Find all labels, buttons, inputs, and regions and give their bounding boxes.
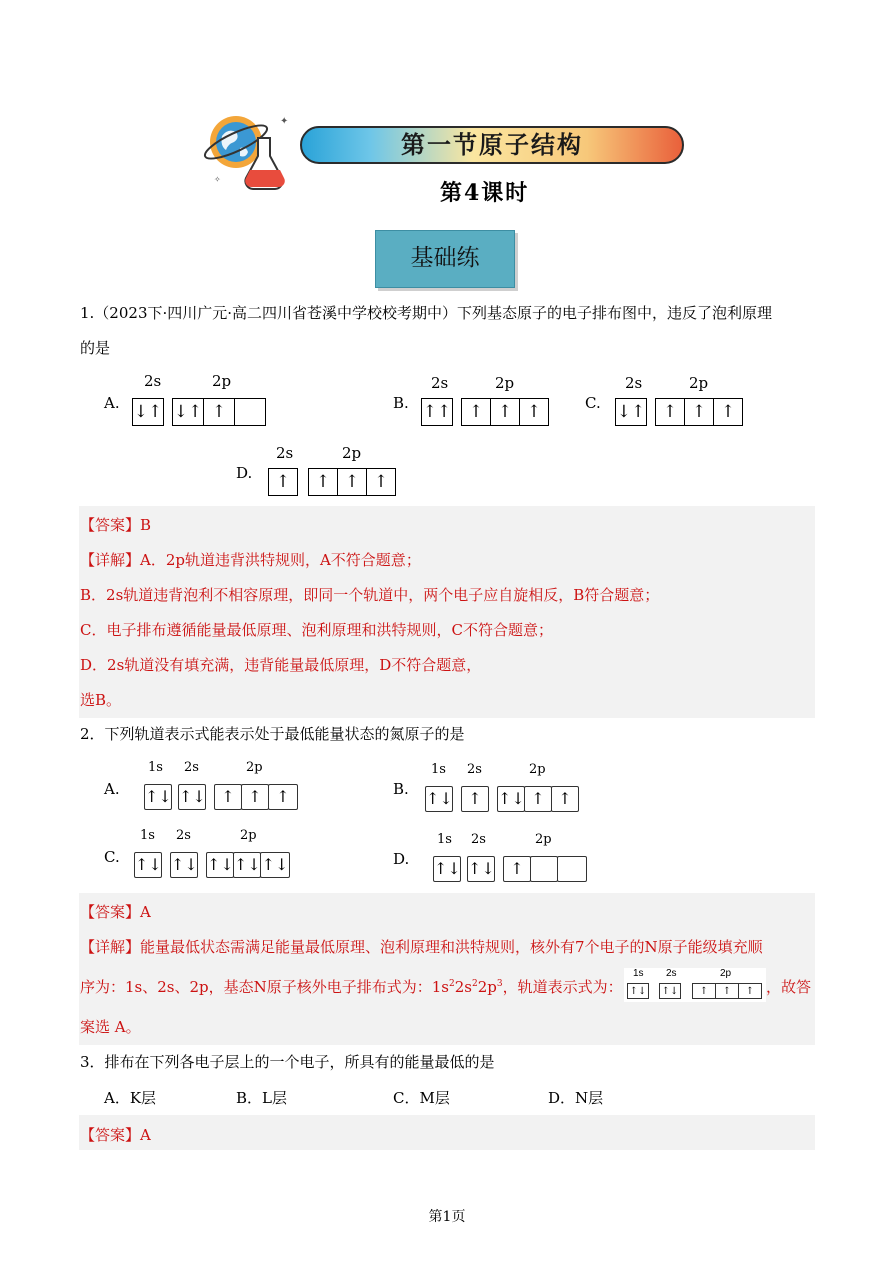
page-number: 第1页 [428, 1209, 466, 1225]
q3-answer-block [79, 1115, 815, 1150]
orbital-box: ↑ [738, 983, 762, 999]
orbital-box: ↑ [551, 786, 579, 812]
orbital-box: ↑↓ [425, 786, 453, 812]
q1-option-c [585, 374, 755, 434]
inline-orbital-diagram [624, 968, 766, 1002]
orbital-label: 1s [437, 832, 452, 847]
q1-stem-line2: 的是 [80, 339, 111, 357]
orbital-box: ↑ [268, 784, 298, 810]
orbital-label: 1s [633, 968, 644, 979]
orbital-box: ↓↑ [132, 398, 164, 426]
orbital-box [234, 398, 266, 426]
q2-detail-line: 案选 A。 [80, 1018, 141, 1036]
q2-detail-line2: 序为：1s、2s、2p，基态N原子核外电子排布式为：$1s^22s^22p^3$，轨道表示式为： [80, 978, 623, 996]
option-label: D. [236, 464, 253, 482]
orbital-box: ↑↓ [233, 852, 261, 878]
orbital-box: ↑ [366, 468, 396, 496]
orbital-box: ↓↑ [172, 398, 204, 426]
q1-detail-line: D．2s轨道没有填充满，违背能量最低原理，D不符合题意， [80, 656, 482, 674]
orbital-box: ↑ [692, 983, 716, 999]
orbital-label: 2p [689, 374, 709, 392]
orbital-box: ↑ [241, 784, 269, 810]
orbital-box: ↑↓ [178, 784, 206, 810]
orbital-label: 2s [625, 374, 643, 392]
orbital-label: 1s [140, 828, 155, 843]
q3-stem: 3．排布在下列各电子层上的一个电子，所具有的能量最低的是 [80, 1053, 495, 1071]
q3-option-b: B．L层 [236, 1089, 287, 1107]
orbital-box: ↑ [308, 468, 338, 496]
lesson-subtitle: 第4课时 [440, 180, 530, 206]
q1-option-a [104, 372, 274, 432]
q1-detail-line: B．2s轨道违背泡利不相容原理，即同一个轨道中，两个电子应自旋相反，B符合题意； [80, 586, 660, 604]
option-label: D. [393, 850, 410, 868]
q2-option-d [393, 830, 613, 886]
orbital-label: 2p [529, 762, 546, 777]
q1-option-d [236, 444, 406, 504]
orbital-box: ↑ [503, 856, 531, 882]
orbital-box: ↑ [461, 786, 489, 812]
orbital-box [557, 856, 587, 882]
option-label: A. [104, 394, 120, 412]
orbital-box: ↑↓ [659, 983, 681, 999]
orbital-label: 2p [535, 832, 552, 847]
orbital-box: ↓↑ [615, 398, 647, 426]
q1-stem-line1: 1.（2023下·四川广元·高二四川省苍溪中学校校考期中）下列基态原子的电子排布图中，违反了泡利原理 [80, 304, 773, 322]
orbital-label: 2s [431, 374, 449, 392]
orbital-label: 2p [240, 828, 257, 843]
svg-text:✧: ✧ [214, 175, 221, 184]
orbital-box: ↑↓ [260, 852, 290, 878]
orbital-box: ↑ [655, 398, 685, 426]
orbital-box: ↑↓ [627, 983, 649, 999]
orbital-label: 1s [148, 760, 163, 775]
orbital-box: ↑ [203, 398, 235, 426]
orbital-label: 2p [720, 968, 732, 979]
q2-option-a [104, 760, 324, 816]
q2-stem: 2．下列轨道表示式能表示处于最低能量状态的氮原子的是 [80, 725, 465, 743]
orbital-label: 2s [467, 762, 482, 777]
orbital-box: ↑↓ [134, 852, 162, 878]
orbital-box: ↑ [268, 468, 298, 496]
q1-detail-line: C．电子排布遵循能量最低原理、泡利原理和洪特规则，C不符合题意； [80, 621, 553, 639]
orbital-box: ↑↓ [206, 852, 234, 878]
orbital-box: ↑↓ [497, 786, 525, 812]
orbital-label: 1s [431, 762, 446, 777]
orbital-box: ↑ [214, 784, 242, 810]
orbital-label: 2s [471, 832, 486, 847]
orbital-label: 2s [176, 828, 191, 843]
orbital-box: ↑ [713, 398, 743, 426]
q3-option-a: A．K层 [104, 1089, 157, 1107]
option-label: A. [104, 780, 120, 798]
science-illustration-icon [200, 108, 292, 190]
orbital-box: ↑↓ [433, 856, 461, 882]
orbital-box: ↑ [337, 468, 367, 496]
orbital-box: ↑ [715, 983, 739, 999]
q1-answer: 【答案】B [80, 516, 152, 534]
section-tag: 基础练 [375, 230, 515, 288]
orbital-label: 2s [276, 444, 294, 462]
orbital-box: ↑ [490, 398, 520, 426]
orbital-label: 2s [144, 372, 162, 390]
q2-detail-tail: ，故答 [766, 978, 812, 996]
page-title: 第一节原子结构 [401, 130, 583, 159]
orbital-label: 2p [342, 444, 362, 462]
orbital-box: ↑↓ [467, 856, 495, 882]
orbital-label: 2p [495, 374, 515, 392]
orbital-box: ↑↓ [144, 784, 172, 810]
option-label: C. [104, 848, 120, 866]
orbital-box: ↑ [519, 398, 549, 426]
q3-answer: 【答案】A [80, 1126, 151, 1144]
q2-answer: 【答案】A [80, 903, 151, 921]
orbital-label: 2s [184, 760, 199, 775]
q1-option-b [393, 374, 563, 434]
q2-detail-line: 【详解】能量最低状态需满足能量最低原理、泡利原理和洪特规则，核外有7个电子的N原子能级填充顺 [80, 938, 763, 956]
q1-detail-line: 选B。 [80, 691, 122, 709]
orbital-box: ↑ [684, 398, 714, 426]
q1-detail-line: 【详解】A．2p轨道违背洪特规则，A不符合题意； [80, 551, 421, 569]
orbital-label: 2s [666, 968, 677, 979]
option-label: B. [393, 394, 409, 412]
orbital-box [530, 856, 558, 882]
q2-option-c [104, 828, 324, 884]
q1-answer-block [79, 506, 815, 718]
option-label: C. [585, 394, 601, 412]
orbital-label: 2p [212, 372, 232, 390]
q3-option-d: D．N层 [548, 1089, 604, 1107]
option-label: B. [393, 780, 409, 798]
orbital-box: ↑ [524, 786, 552, 812]
svg-text:✦: ✦ [280, 116, 289, 127]
orbital-box: ↑ [461, 398, 491, 426]
orbital-box: ↑↑ [421, 398, 453, 426]
q3-option-c: C．M层 [393, 1089, 450, 1107]
orbital-label: 2p [246, 760, 263, 775]
q2-option-b [393, 760, 613, 816]
orbital-box: ↑↓ [170, 852, 198, 878]
